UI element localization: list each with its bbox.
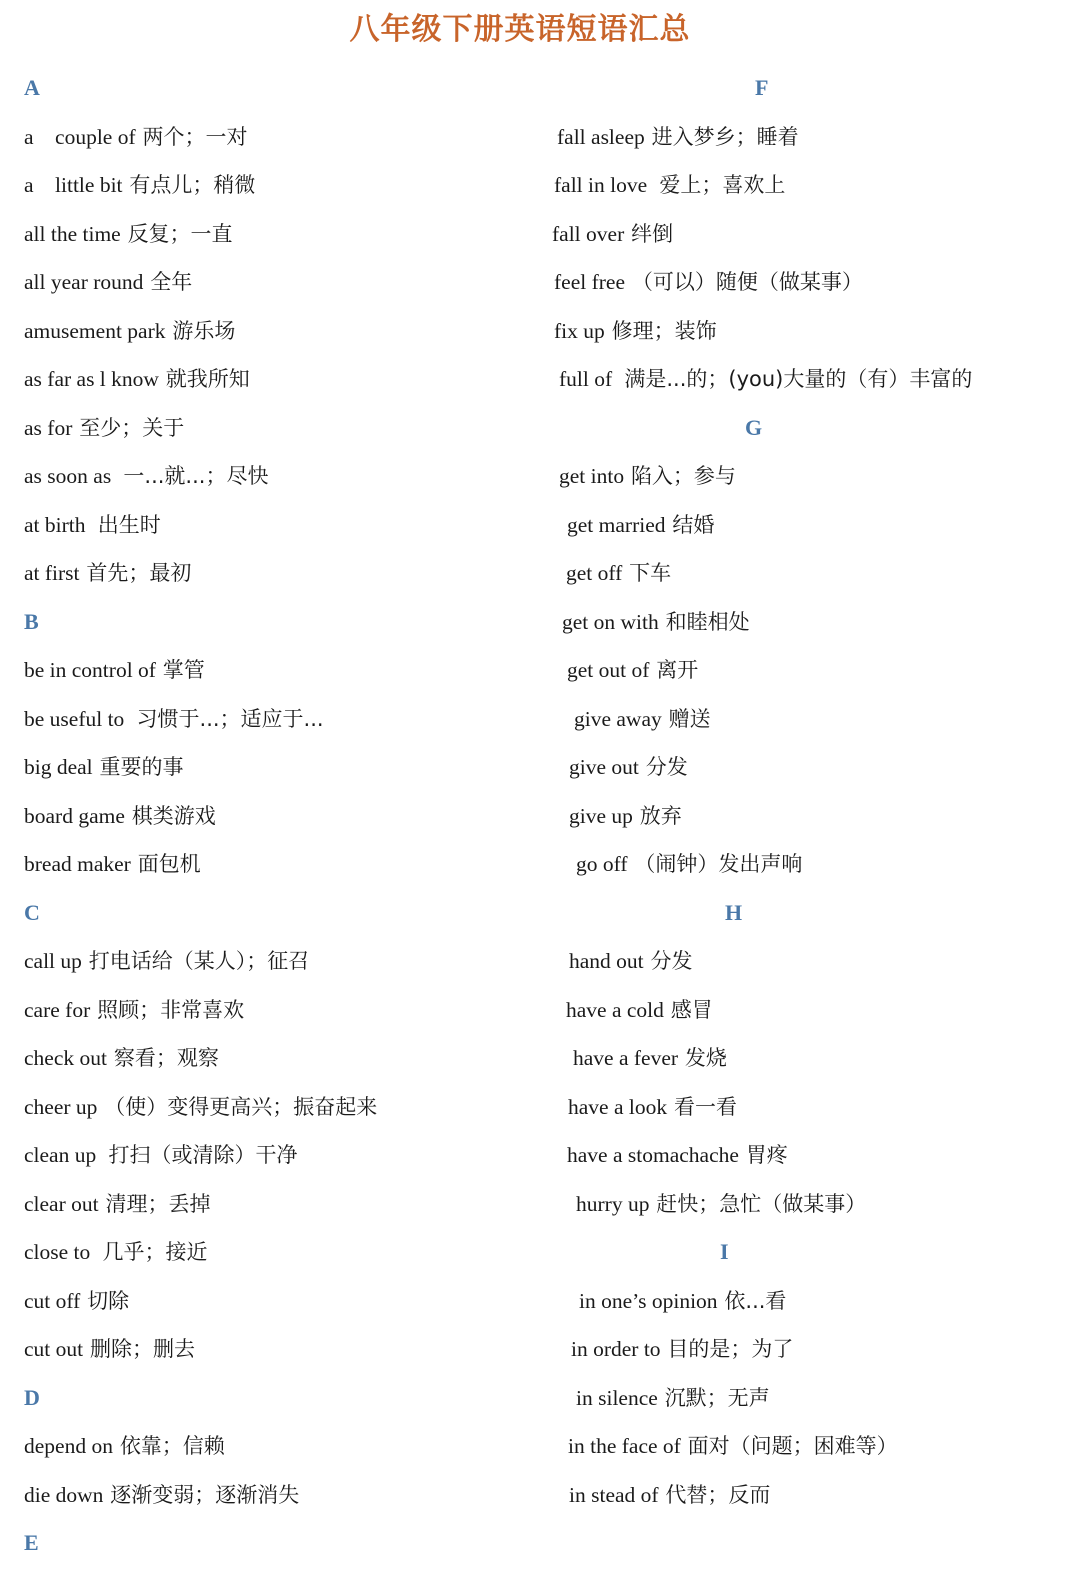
phrase-row [24,549,524,598]
phrase-row [550,452,1050,501]
left-column [24,64,524,1568]
phrase-english: fall in love [554,173,653,197]
phrase-row [550,113,1050,162]
phrase-english: be useful to [24,706,130,731]
phrase-chinese: 就我所知 [165,367,250,391]
phrase-row [24,937,524,986]
phrase-chinese: 习惯于...；适应于... [136,706,324,731]
phrase-chinese: 棋类游戏 [131,803,216,828]
phrase-english: at birth [24,512,91,537]
section-letter-text: H [725,899,743,925]
phrase-row [550,549,1050,598]
phrase-english: at first [24,561,80,585]
phrase-english: have a fever [573,1046,679,1070]
phrase-english: clean up [24,1143,102,1167]
section-letter-text: C [24,899,40,925]
section-letter [550,889,1050,938]
phrase-row [24,1083,524,1132]
phrase-chinese: 删除；删去 [89,1337,195,1361]
phrase-row [24,307,524,356]
phrase-chinese: 全年 [150,270,193,294]
phrase-english: big deal [24,755,93,779]
phrase-chinese: 下车 [629,561,672,585]
phrase-row [550,1083,1050,1132]
phrase-chinese: 照顾；非常喜欢 [97,997,245,1022]
phrase-english: all year round [24,270,144,294]
phrase-english: as soon as [24,464,117,488]
phrase-chinese: 逐渐变弱；逐渐消失 [110,1482,300,1507]
phrase-row [550,792,1050,841]
phrase-chinese: （使）变得更高兴；振奋起来 [104,1094,378,1119]
phrase-row [24,452,524,501]
phrase-row [24,258,524,307]
phrase-english: have a cold [566,997,664,1022]
phrase-english: cut off [24,1288,81,1313]
phrase-english: as far as l know [24,367,159,391]
section-letter [550,64,1050,113]
phrase-english: board game [24,803,125,828]
phrase-row [550,210,1050,259]
phrase-english: depend on [24,1434,113,1458]
phrase-chinese: 清理；丢掉 [105,1191,211,1216]
phrase-row [24,355,524,404]
phrase-chinese: 分发 [650,949,693,973]
phrase-row [24,695,524,744]
phrase-english: a couple of [24,124,136,149]
phrase-chinese: 结婚 [672,512,715,537]
phrase-english: get out of [567,658,650,682]
phrase-english: fall asleep [557,124,645,149]
phrase-english: in one’s opinion [579,1288,718,1313]
phrase-chinese: 分发 [645,755,688,779]
phrase-english: get into [559,464,625,488]
section-letter-text: B [24,608,39,634]
phrase-chinese: 游乐场 [172,318,236,343]
phrase-english: in silence [576,1385,658,1410]
phrase-row [24,1471,524,1520]
phrase-chinese: 首先；最初 [86,561,192,585]
phrase-row [24,840,524,889]
phrase-chinese: 两个；一对 [142,124,248,149]
phrase-row [550,161,1050,210]
phrase-row [24,986,524,1035]
phrase-row [24,161,524,210]
section-letter-text: D [24,1384,40,1410]
phrase-row [550,1325,1050,1374]
section-letter-text: G [745,414,763,440]
phrase-row [550,695,1050,744]
phrase-english: cheer up [24,1094,98,1119]
phrase-chinese: 依...看 [724,1288,787,1313]
phrase-row [550,1034,1050,1083]
phrase-chinese: 打扫（或清除）干净 [108,1143,298,1167]
phrase-row [24,1034,524,1083]
phrase-chinese: 进入梦乡；睡着 [651,124,799,149]
phrase-english: have a stomachache [567,1143,739,1167]
phrase-english: in the face of [568,1434,681,1458]
phrase-english: go off [576,852,628,876]
section-letter [550,404,1050,453]
phrase-row [550,1131,1050,1180]
phrase-english: feel free [554,270,625,294]
phrase-chinese: （闹钟）发出声响 [634,852,803,876]
section-letter [24,889,524,938]
phrase-row [24,1131,524,1180]
phrase-english: fall over [552,221,625,246]
phrase-row [24,1325,524,1374]
phrase-english: give out [569,755,639,779]
phrase-english: be in control of [24,658,156,682]
phrase-chinese: 离开 [656,658,699,682]
section-letter-text: I [720,1239,729,1264]
phrase-chinese: 面包机 [137,852,201,876]
phrase-english: call up [24,949,82,973]
phrase-english: clear out [24,1191,99,1216]
phrase-row [24,210,524,259]
right-column [550,64,1050,1519]
phrase-chinese: 反复；一直 [127,221,233,246]
phrase-row [550,646,1050,695]
phrase-row [24,404,524,453]
phrase-row [550,1277,1050,1326]
phrase-chinese: 胃疼 [745,1143,788,1167]
phrase-english: hurry up [576,1191,650,1216]
phrase-english: have a look [568,1094,668,1119]
phrase-chinese: 沉默；无声 [664,1385,770,1410]
phrase-row [24,743,524,792]
phrase-row [24,1180,524,1229]
phrase-english: cut out [24,1337,84,1361]
phrase-chinese: 重要的事 [99,755,184,779]
phrase-row [24,1228,524,1277]
phrase-english: die down [24,1482,104,1507]
phrase-chinese: （可以）随便（做某事） [631,270,863,294]
phrase-english: full of [559,367,618,391]
phrase-chinese: 感冒 [670,997,713,1022]
phrase-row [550,1374,1050,1423]
phrase-english: get on with [562,609,659,634]
phrase-english: get married [567,512,666,537]
phrase-chinese: 赶快；急忙（做某事） [656,1191,867,1216]
phrase-chinese: 至少；关于 [79,415,185,440]
phrase-row [550,937,1050,986]
phrase-english: get off [566,561,623,585]
phrase-row [550,501,1050,550]
phrase-row [550,258,1050,307]
phrase-chinese: 几乎；接近 [102,1240,208,1264]
phrase-row [550,1422,1050,1471]
phrase-chinese: 绊倒 [631,221,674,246]
phrase-row [550,355,1050,404]
phrase-chinese: 看一看 [673,1094,737,1119]
phrase-chinese: 打电话给（某人）；征召 [88,949,310,973]
phrase-english: a little bit [24,173,123,197]
phrase-chinese: 一...就...；尽快 [123,464,269,488]
phrase-chinese: 陷入；参与 [630,464,736,488]
phrase-chinese: 切除 [87,1288,130,1313]
phrase-row [550,598,1050,647]
phrase-chinese: 发烧 [684,1046,727,1070]
phrase-chinese: 爱上；喜欢上 [659,173,786,197]
phrase-chinese: 赠送 [668,706,711,731]
section-letter [24,1374,524,1423]
page-title: 八年级下册英语短语汇总 [349,12,691,47]
phrase-chinese: 满是...的；(you)大量的（有）丰富的 [624,367,973,391]
section-letter-text: F [755,75,769,100]
phrase-english: check out [24,1046,107,1070]
phrase-row [24,792,524,841]
phrase-row [24,646,524,695]
phrase-row [24,501,524,550]
phrase-english: hand out [569,949,644,973]
phrase-english: give away [574,706,662,731]
phrase-row [550,840,1050,889]
phrase-chinese: 代替；反而 [665,1482,771,1507]
section-letter [24,1519,524,1568]
phrase-english: give up [569,803,633,828]
phrase-chinese: 目的是；为了 [667,1337,794,1361]
phrase-row [550,986,1050,1035]
phrase-chinese: 放弃 [639,803,682,828]
section-letter [24,598,524,647]
phrase-chinese: 和睦相处 [665,609,750,634]
phrase-english: as for [24,415,73,440]
phrase-row [550,1471,1050,1520]
phrase-row [24,1277,524,1326]
phrase-row [550,1180,1050,1229]
phrase-row [24,1422,524,1471]
phrase-english: bread maker [24,852,131,876]
phrase-row [550,307,1050,356]
phrase-chinese: 有点儿；稍微 [129,173,256,197]
phrase-chinese: 察看；观察 [113,1046,219,1070]
phrase-row [550,743,1050,792]
phrase-english: in stead of [569,1482,659,1507]
section-letter-text: A [24,75,40,100]
phrase-chinese: 面对（问题；困难等） [687,1434,898,1458]
phrase-english: care for [24,997,91,1022]
section-letter-text: E [24,1530,39,1555]
phrase-english: fix up [554,318,605,343]
section-letter [550,1228,1050,1277]
phrase-chinese: 掌管 [162,658,205,682]
phrase-english: in order to [571,1337,661,1361]
phrase-chinese: 出生时 [97,512,161,537]
phrase-chinese: 依靠；信赖 [119,1434,225,1458]
phrase-english: amusement park [24,318,166,343]
phrase-english: close to [24,1240,96,1264]
section-letter [24,64,524,113]
phrase-english: all the time [24,221,121,246]
phrase-chinese: 修理；装饰 [611,318,717,343]
phrase-row [24,113,524,162]
